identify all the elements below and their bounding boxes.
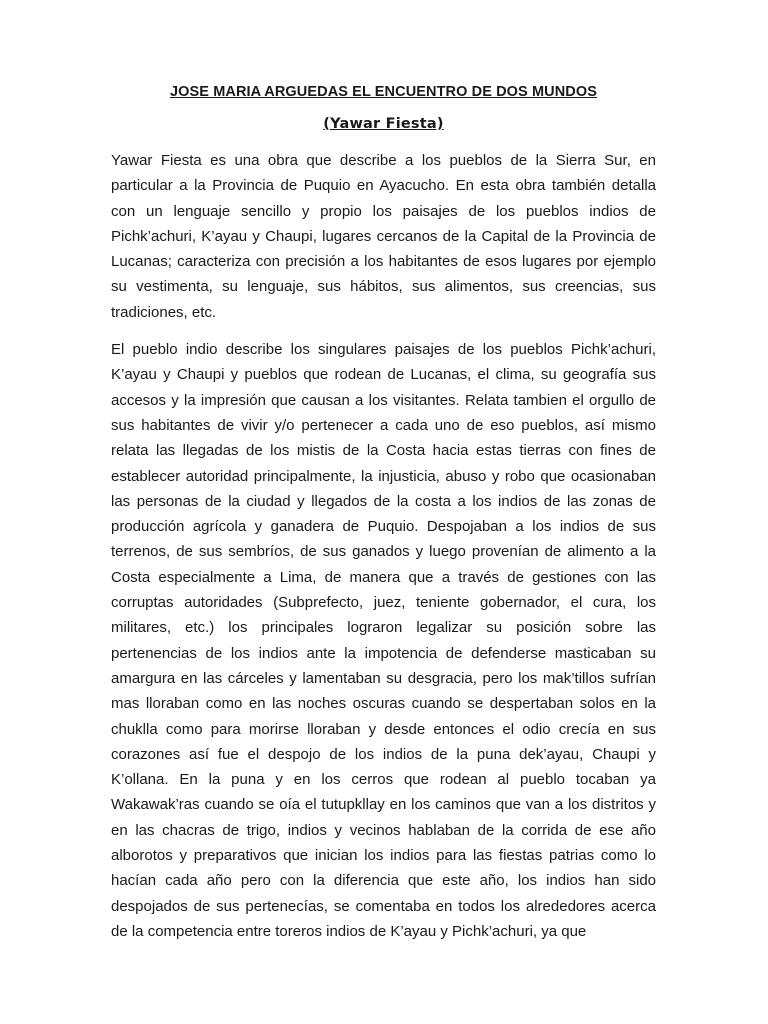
document-subtitle: (Yawar Fiesta) (323, 116, 444, 132)
paragraph-2: El pueblo indio describe los singulares paisajes de los pueblos Pichk’achuri, K’ayau y Chaupi y pueblos que rodean de Lucanas, el clima, su geografía sus accesos y la impresión que causan a los visitantes. Relata tambien el orgullo de sus habitantes de vivir y/o pertenecer a cada uno de eso pueblos, así mismo relata las llegadas de los mistis de la Costa hacia estas tierras con fines de establecer autoridad principalmente, la injusticia, abuso y robo que ocasionaban las personas de la ciudad y llegados de la costa a los indios de las zonas de producción agrícola y ganadera de Puquio. Despojaban a los indios de sus terrenos, de sus sembríos, de sus ganados y luego provenían de alimento a la Costa especialmente a Lima, de manera que a través de gestiones con las corruptas autoridades (Subprefecto, juez, teniente gobernador, el cura, los militares, etc.) los principales lograron legalizar su posición sobre las pertenencias de los indios ante la impotencia de defenderse masticaban su amargura en las cárceles y lamentaban su desgracia, pero los mak’tillos sufrían mas lloraban como en las noches oscuras cuando se despertaban solos en la chuklla como para morirse lloraban y desde entonces el odio crecía en sus corazones así fue el despojo de los indios de la puna dek’ayau, Chaupi y K’ollana. En la puna y en los cerros que rodean al pueblo tocaban ya Wakawak’ras cuando se oía el tutupkllay en los caminos que van a los distritos y en las chacras de trigo, indios y vecinos hablaban de la corrida de ese año alborotos y preparativos que inician los indios para las fiestas patrias como lo hacían cada año pero con la diferencia que este año, los indios han sido despojados de sus pertenecías, se comentaba en todos los alrededores acerca de la competencia entre toreros indios de K’ayau y Pichk’achuri, ya que (111, 341, 656, 940)
paragraph-1: Yawar Fiesta es una obra que describe a los pueblos de la Sierra Sur, en particular a la Provincia de Puquio en Ayacucho. En esta obra también detalla con un lenguaje sencillo y propio los paisajes de los pueblos indios de Pichk’achuri, K’ayau y Chaupi, lugares cercanos de la Capital de la Provincia de Lucanas; caracteriza con precisión a los habitantes de esos lugares por ejemplo su vestimenta, su lenguaje, sus hábitos, sus alimentos, sus creencias, sus tradiciones, etc. (111, 152, 656, 321)
document-title: JOSE MARIA ARGUEDAS EL ENCUENTRO DE DOS MUNDOS (169, 84, 598, 100)
